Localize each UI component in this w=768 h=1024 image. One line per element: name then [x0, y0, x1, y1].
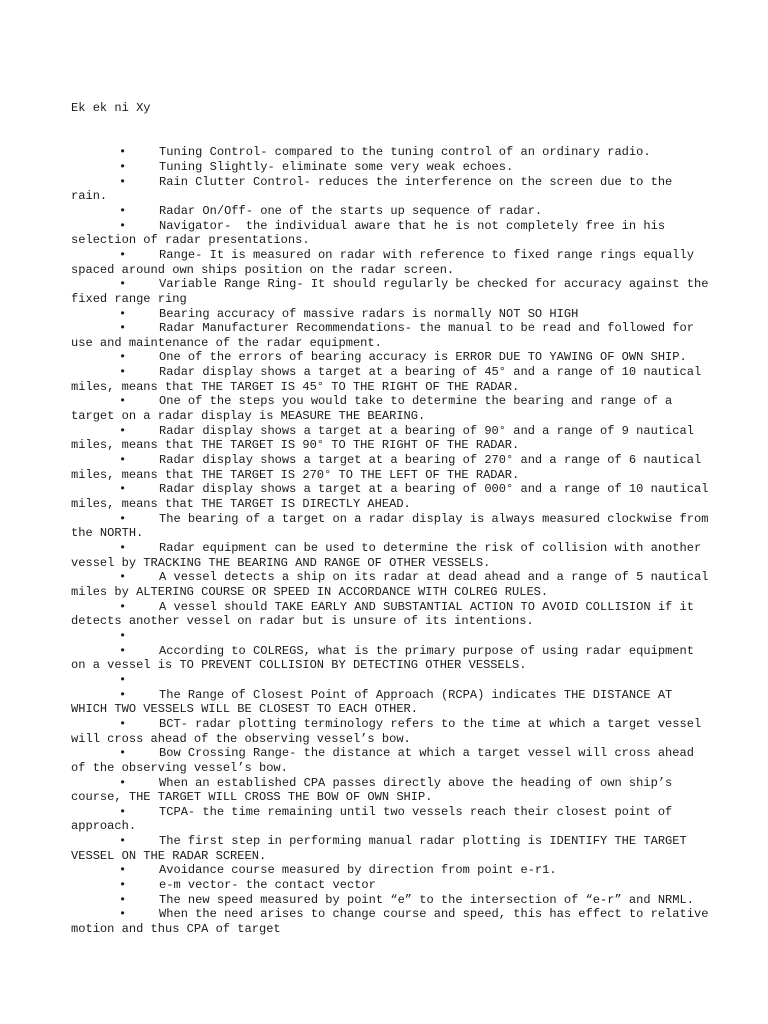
list-item	[71, 321, 711, 350]
list-item	[71, 629, 711, 644]
bullet-icon: •	[119, 775, 127, 790]
bullet-icon: •	[119, 892, 127, 907]
list-item-text: Radar Manufacturer Recommendations- the manual to be read and followed for use and maintenance of the radar equipment.	[71, 321, 702, 350]
list-item-text: When the need arises to change course and speed, this has effect to relative motion and thus CPA of target	[71, 907, 716, 937]
list-item-text: Range- It is measured on radar with reference to fixed range rings equally spaced around own ships position on the radar screen.	[71, 247, 702, 277]
list-item	[71, 907, 716, 937]
bullet-icon: •	[119, 907, 127, 922]
bullet-icon: •	[119, 247, 127, 262]
list-item-text: Radar display shows a target at a bearing of 90° and a range of 9 nautical miles, means that THE TARGET IS 90° TO THE RIGHT OF THE RADAR.	[71, 423, 702, 453]
list-item	[71, 600, 711, 629]
list-item-text: The first step in performing manual radar plotting is IDENTIFY THE TARGET VESSEL ON THE RADAR SCREEN.	[71, 834, 694, 863]
list-item	[71, 717, 711, 746]
list-item-text: When an established CPA passes directly above the heading of own ship’s course, THE TARGET WILL CROSS THE BOW OF OWN SHIP.	[71, 775, 680, 805]
bullet-icon: •	[119, 350, 127, 365]
list-item-text: A vessel should TAKE EARLY AND SUBSTANTIAL ACTION TO AVOID COLLISION if it detects another vessel on radar but is unsure of its intentions.	[71, 599, 702, 629]
list-item-text: Bearing accuracy of massive radars is normally NOT SO HIGH	[159, 306, 579, 321]
bullet-icon: •	[119, 218, 127, 233]
bullet-icon: •	[119, 174, 127, 189]
list-item	[71, 834, 711, 863]
bullet-icon: •	[119, 716, 127, 731]
bullet-icon: •	[119, 599, 127, 614]
bullet-icon: •	[119, 453, 127, 468]
list-item-text: According to COLREGS, what is the primary purpose of using radar equipment on a vessel is TO PREVENT COLLISION BY DETECTING OTHER VESSELS.	[71, 643, 702, 673]
bullet-icon: •	[119, 511, 127, 526]
list-item-text: Variable Range Ring- It should regularly be checked for accuracy against the fixed range ring	[71, 277, 716, 306]
list-item-text: Radar display shows a target at a bearing of 000° and a range of 10 nautical miles, means that THE TARGET IS DIRECTLY AHEAD.	[71, 482, 716, 512]
list-item	[71, 746, 711, 775]
list-item	[71, 688, 711, 717]
list-item	[71, 644, 711, 673]
list-item	[71, 277, 716, 306]
list-item-text: Radar On/Off- one of the starts up sequence of radar.	[159, 203, 543, 218]
list-item	[71, 776, 711, 805]
list-item-text: A vessel detects a ship on its radar at dead ahead and a range of 5 nautical miles by ALTERING COURSE OR SPEED IN ACCORDANCE WITH COLREG RULES.	[71, 570, 716, 599]
bullet-icon: •	[119, 672, 127, 687]
list-item	[71, 248, 711, 277]
document-title: Ek ek ni Xy	[71, 101, 151, 116]
list-item	[71, 394, 711, 423]
bullet-icon: •	[119, 541, 127, 555]
list-item	[71, 893, 711, 908]
list-item-text: Tuning Slightly- eliminate some very weak echoes.	[159, 159, 514, 174]
bullet-icon: •	[119, 306, 127, 321]
bullet-icon: •	[119, 687, 127, 702]
list-item-text: One of the steps you would take to determine the bearing and range of a target on a radar display is MEASURE THE BEARING.	[71, 394, 680, 424]
list-item-text: Tuning Control- compared to the tuning control of an ordinary radio.	[159, 145, 651, 160]
bullet-icon: •	[119, 482, 127, 497]
list-item	[71, 219, 711, 248]
list-item	[71, 204, 711, 219]
list-item	[71, 160, 711, 175]
list-item	[71, 453, 711, 482]
bullet-icon: •	[119, 878, 127, 893]
bullet-icon: •	[119, 203, 127, 218]
list-item	[71, 424, 711, 453]
bullet-icon: •	[119, 643, 127, 658]
list-item	[71, 541, 711, 570]
bullet-icon: •	[119, 145, 127, 160]
bullet-icon: •	[119, 159, 127, 174]
list-item-text: Avoidance course measured by direction from point e-r1.	[159, 863, 557, 878]
list-item-text: TCPA- the time remaining until two vessels reach their closest point of approach.	[71, 804, 680, 834]
bullet-icon: •	[119, 570, 127, 585]
list-item-text: One of the errors of bearing accuracy is ERROR DUE TO YAWING OF OWN SHIP.	[159, 350, 687, 365]
list-item-text: e-m vector- the contact vector	[159, 878, 376, 893]
list-item	[71, 365, 711, 394]
bullet-icon: •	[119, 863, 127, 878]
list-item	[71, 673, 711, 688]
bullet-icon: •	[119, 834, 127, 849]
list-item	[71, 878, 711, 893]
bullet-list	[71, 145, 716, 937]
list-item-text: Bow Crossing Range- the distance at which a target vessel will cross ahead of the observing vessel’s bow.	[71, 746, 702, 775]
list-item	[71, 145, 711, 160]
bullet-icon: •	[119, 423, 127, 438]
list-item	[71, 863, 711, 878]
list-item-text: Radar display shows a target at a bearing of 45° and a range of 10 nautical miles, means that THE TARGET IS 45° TO THE RIGHT OF THE RADAR.	[71, 365, 709, 394]
list-item	[71, 307, 711, 322]
document-body	[71, 72, 716, 951]
list-item-text: Rain Clutter Control- reduces the interference on the screen due to the rain.	[71, 174, 680, 204]
list-item	[71, 350, 711, 365]
list-item-text: The new speed measured by point “e” to the intersection of “e-r” and NRML.	[159, 892, 694, 907]
list-item-text: Navigator- the individual aware that he is not completely free in his selection of radar presentations.	[71, 218, 673, 248]
list-item-text: BCT- radar plotting terminology refers to the time at which a target vessel will cross ahead of the observing vessel’s bow.	[71, 716, 709, 746]
bullet-icon: •	[119, 746, 127, 761]
list-item	[71, 175, 711, 204]
list-item-text: The Range of Closest Point of Approach (RCPA) indicates THE DISTANCE AT WHICH TWO VESSELS WILL BE CLOSEST TO EACH OTHER.	[71, 687, 680, 717]
list-item	[71, 805, 711, 834]
list-item	[71, 511, 716, 541]
bullet-icon: •	[119, 394, 127, 409]
list-item	[71, 482, 716, 512]
bullet-icon: •	[119, 804, 127, 819]
bullet-icon: •	[119, 628, 127, 643]
bullet-icon: •	[119, 321, 127, 336]
bullet-icon: •	[119, 365, 127, 380]
list-item-text: Radar equipment can be used to determine the risk of collision with another vessel by TRACKING THE BEARING AND RANGE OF OTHER VESSELS.	[71, 541, 709, 570]
bullet-icon: •	[119, 277, 127, 292]
list-item	[71, 570, 716, 599]
list-item-text: The bearing of a target on a radar display is always measured clockwise from the NORTH.	[71, 511, 716, 541]
list-item-text: Radar display shows a target at a bearing of 270° and a range of 6 nautical miles, means that THE TARGET IS 270° TO THE LEFT OF THE RADAR.	[71, 453, 709, 482]
